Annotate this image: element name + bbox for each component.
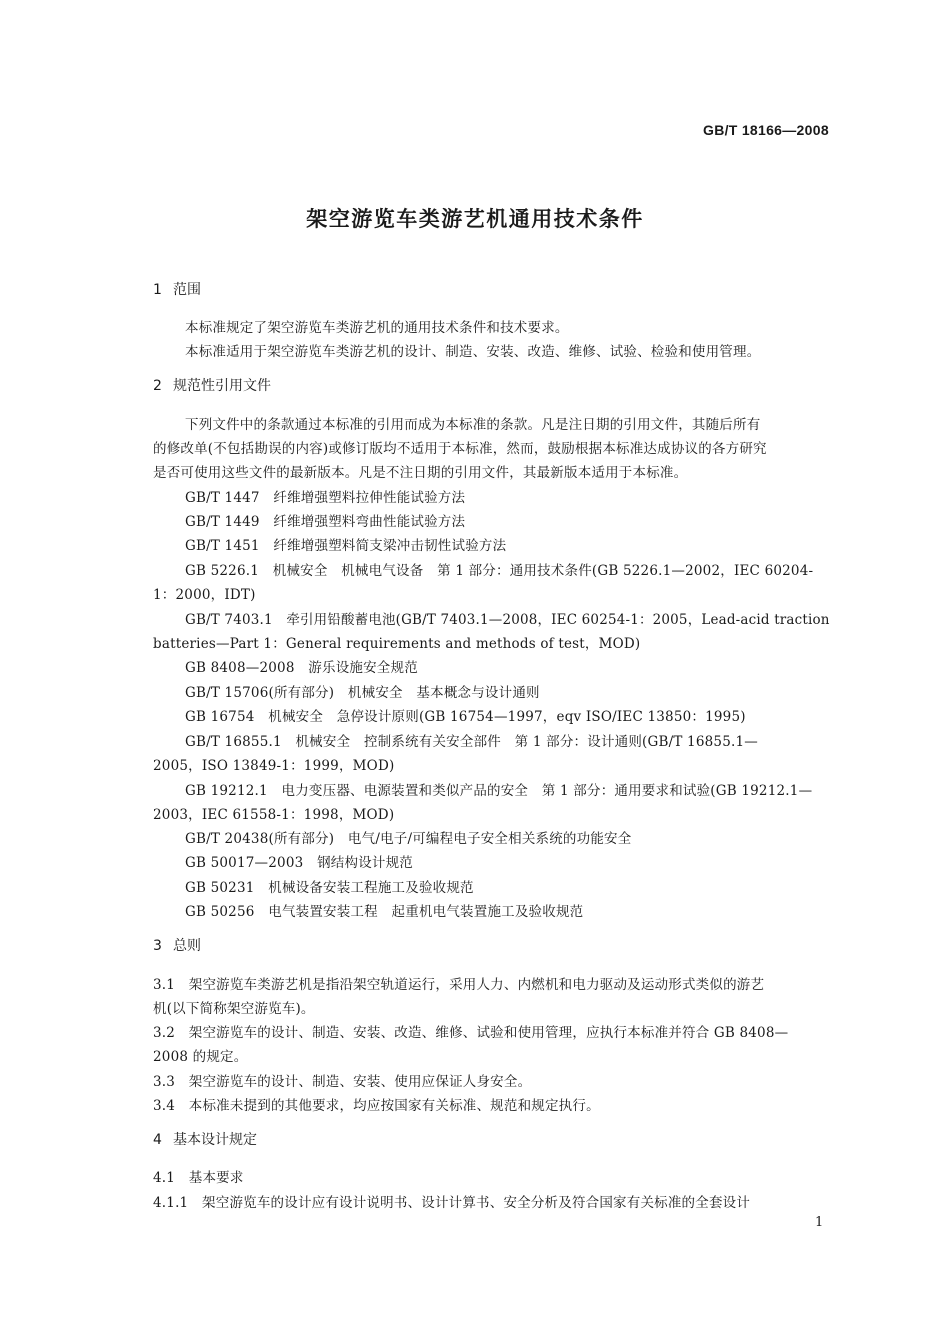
refs-intro-line-1: 下列文件中的条款通过本标准的引用而成为本标准的条款。凡是注日期的引用文件，其随后所有 (185, 417, 761, 433)
reference-item: GB/T 20438(所有部分) 电气/电子/可编程电子安全相关系统的功能安全 (185, 831, 632, 847)
section-number: 2 (153, 378, 162, 394)
reference-item-continued: 2003，IEC 61558-1：1998，MOD) (153, 807, 395, 823)
page-number: 1 (815, 1215, 824, 1230)
clause-4-1-heading: 4.1 基本要求 (153, 1170, 244, 1186)
refs-intro-line-3: 是否可使用这些文件的最新版本。凡是不注日期的引用文件，其最新版本适用于本标准。 (153, 465, 688, 481)
reference-item: GB/T 1449 纤维增强塑料弯曲性能试验方法 (185, 514, 466, 530)
reference-item: GB 19212.1 电力变压器、电源装置和类似产品的安全 第 1 部分：通用要求和试验(GB 19212.1— (185, 783, 813, 799)
refs-intro-line-2: 的修改单(不包括勘误的内容)或修订版均不适用于本标准，然而，鼓励根据本标准达成协议的各方研究 (153, 441, 767, 457)
section-2-heading (153, 375, 271, 395)
reference-item: GB 16754 机械安全 急停设计原则(GB 16754—1997，eqv ISO/IEC 13850：1995) (185, 709, 746, 725)
reference-item: GB 50017—2003 钢结构设计规范 (185, 855, 413, 871)
section-3-heading (153, 935, 201, 955)
clause-3-3: 3.3 架空游览车的设计、制造、安装、使用应保证人身安全。 (153, 1074, 532, 1090)
section-title: 范围 (173, 282, 201, 298)
reference-item: GB/T 15706(所有部分) 机械安全 基本概念与设计通则 (185, 685, 540, 701)
clause-4-1-1: 4.1.1 架空游览车的设计应有设计说明书、设计计算书、安全分析及符合国家有关标准的全套设计 (153, 1195, 751, 1211)
scope-paragraph-2: 本标准适用于架空游览车类游艺机的设计、制造、安装、改造、维修、试验、检验和使用管理。 (185, 344, 761, 360)
section-title: 基本设计规定 (173, 1132, 257, 1148)
clause-3-2: 3.2 架空游览车的设计、制造、安装、改造、维修、试验和使用管理，应执行本标准并符合 GB 8408— (153, 1025, 789, 1041)
reference-item: GB/T 16855.1 机械安全 控制系统有关安全部件 第 1 部分：设计通则(GB/T 16855.1— (185, 734, 758, 750)
reference-item-continued: batteries—Part 1：General requirements and methods of test，MOD) (153, 636, 641, 652)
reference-item: GB 8408—2008 游乐设施安全规范 (185, 660, 418, 676)
reference-item-continued: 2005，ISO 13849-1：1999，MOD) (153, 758, 395, 774)
section-title: 总则 (173, 938, 201, 954)
section-number: 1 (153, 282, 162, 298)
section-4-heading (153, 1129, 257, 1149)
section-number: 3 (153, 938, 162, 954)
clause-3-4: 3.4 本标准未提到的其他要求，均应按国家有关标准、规范和规定执行。 (153, 1098, 600, 1114)
reference-item: GB 50231 机械设备安装工程施工及验收规范 (185, 880, 474, 896)
scope-paragraph-1: 本标准规定了架空游览车类游艺机的通用技术条件和技术要求。 (185, 320, 569, 336)
document-title: 架空游览车类游艺机通用技术条件 (306, 207, 644, 231)
reference-item-continued: 1：2000，IDT) (153, 587, 256, 603)
clause-3-2-continued: 2008 的规定。 (153, 1049, 248, 1065)
clause-3-1: 3.1 架空游览车类游艺机是指沿架空轨道运行，采用人力、内燃机和电力驱动及运动形式类似的游艺 (153, 977, 765, 993)
reference-item: GB 5226.1 机械安全 机械电气设备 第 1 部分：通用技术条件(GB 5226.1—2002，IEC 60204- (185, 563, 814, 579)
standard-number: GB/T 18166—2008 (703, 122, 829, 138)
section-number: 4 (153, 1132, 162, 1148)
clause-3-1-continued: 机(以下简称架空游览车)。 (153, 1001, 315, 1017)
reference-item: GB/T 1451 纤维增强塑料简支梁冲击韧性试验方法 (185, 538, 507, 554)
section-1-heading (153, 279, 201, 299)
section-title: 规范性引用文件 (173, 378, 271, 394)
reference-item: GB 50256 电气装置安装工程 起重机电气装置施工及验收规范 (185, 904, 584, 920)
reference-item: GB/T 1447 纤维增强塑料拉伸性能试验方法 (185, 490, 466, 506)
reference-item: GB/T 7403.1 牵引用铅酸蓄电池(GB/T 7403.1—2008，IEC 60254-1：2005，Lead-acid traction (185, 612, 830, 628)
